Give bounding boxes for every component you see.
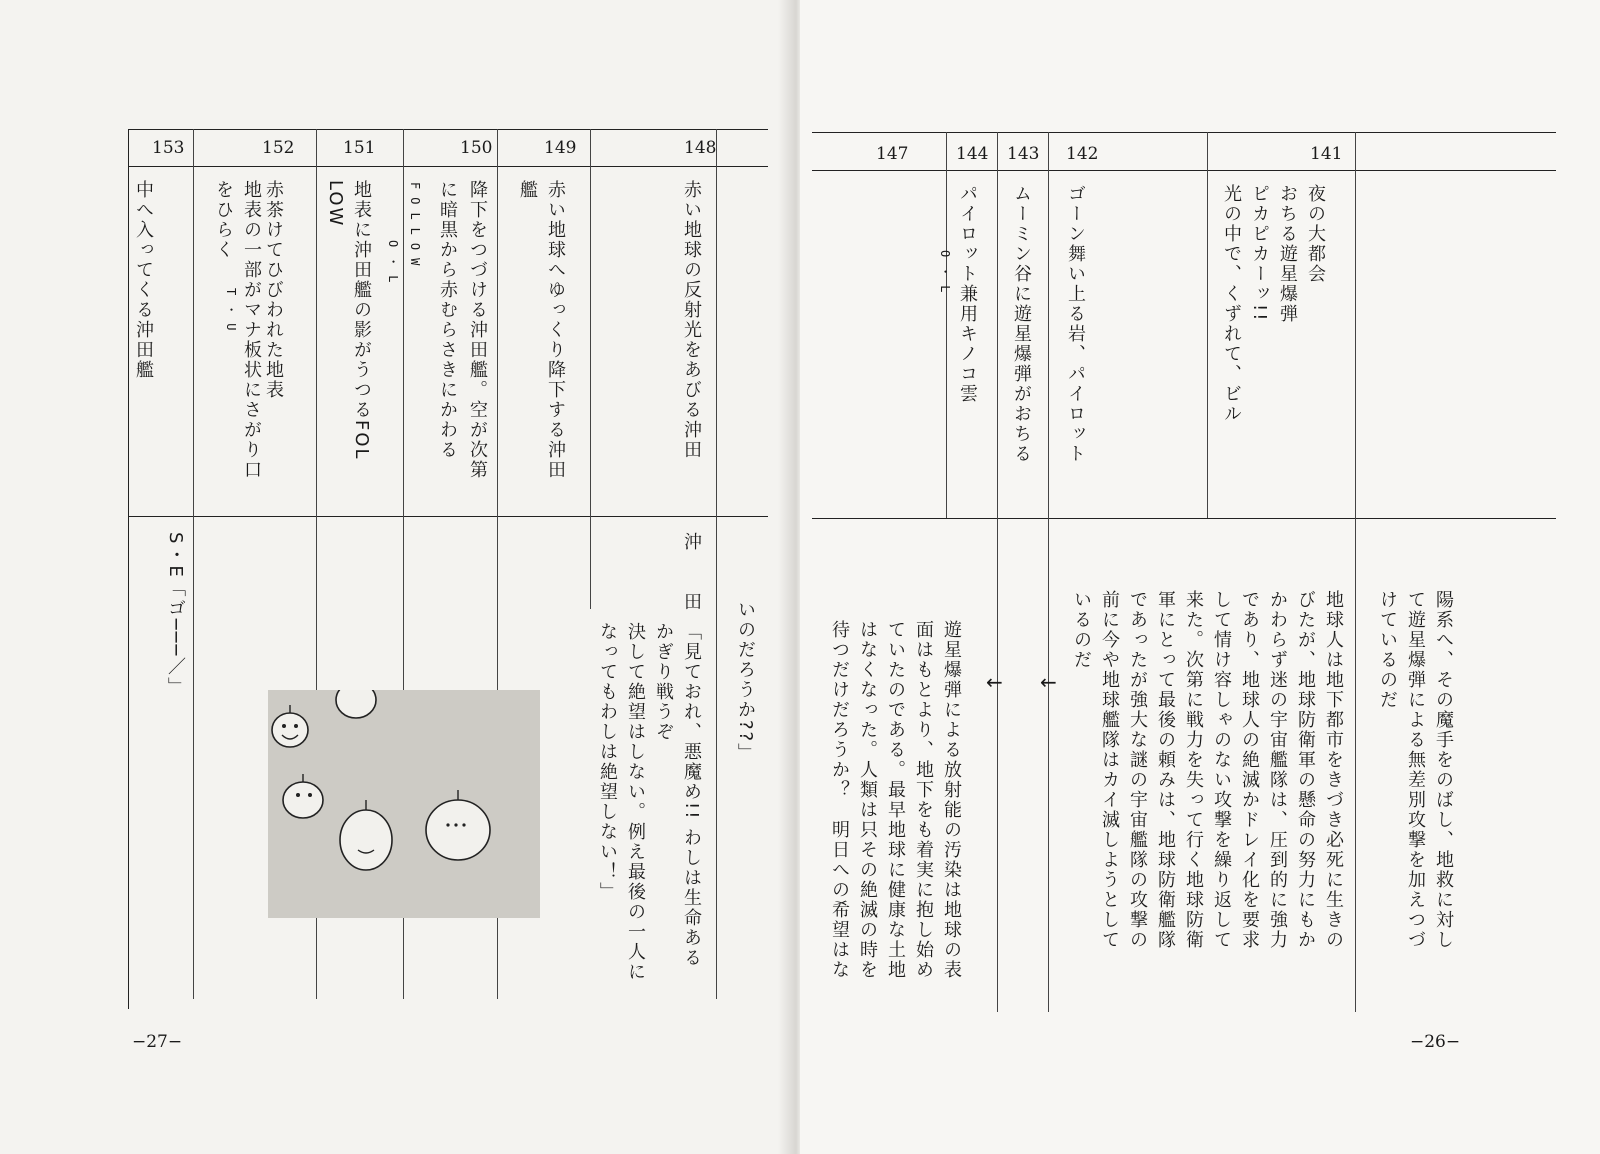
scene-number: 148 (684, 138, 717, 158)
narration-line: 軍にとって最後の頼みは、地球防衛艦隊 (1155, 590, 1176, 950)
scene-148-speaker: 沖 田 (681, 532, 702, 612)
scene-149-line: 艦 (517, 180, 538, 200)
scene-152-line: 地表の一部がマナ板状にさがり口 (241, 180, 262, 480)
scene-number: 150 (460, 138, 493, 158)
page-number: −27− (132, 1032, 183, 1052)
scene-144-note: O・L (938, 250, 952, 301)
column-rule (1207, 132, 1208, 518)
narration-line: びたが、地球防衛軍の懸命の努力にもか (1295, 590, 1316, 950)
scene-152-line: 赤茶けてひびわれた地表 (263, 180, 284, 400)
scene-number: 142 (1066, 144, 1099, 164)
narration-line: して情け容しゃのない攻撃を繰り返して (1211, 590, 1232, 950)
scene-142-picture: ゴーン舞い上る岩、パイロット (1065, 184, 1086, 464)
column-rule (193, 129, 194, 999)
narration-line: かわらず迷の宇宙艦隊は、圧到的に強力 (1267, 590, 1288, 950)
continuation-arrow: ← (986, 670, 1003, 694)
narration-line: 待つだけだろうか？ 明日への希望はな (829, 620, 850, 980)
scene-150-line: に暗黒から赤むらさきにかわる (437, 180, 458, 460)
dialogue-line: 決して絶望はしない。例え最後の一人に (625, 622, 646, 982)
column-rule (1355, 132, 1356, 1012)
scene-141-line: ピカピカーッ!! (1249, 184, 1270, 323)
scene-153-picture: 中へ入ってくる沖田艦 (133, 180, 154, 380)
carryover-line: て遊星爆弾による無差別攻撃を加えつづ (1405, 590, 1426, 950)
scene-number: 144 (956, 144, 989, 164)
narration-line: 前に今や地球艦隊はカイ滅しようとして (1099, 590, 1120, 950)
scene-number: 143 (1007, 144, 1040, 164)
scene-number: 147 (876, 144, 909, 164)
scene-153-sound: S・E「ゴ───／」 (165, 532, 186, 698)
narration-line: 面はもとより、地下をも着実に抱し始め (913, 620, 934, 980)
narration-line: はなくなった。人類は只その絶滅の時を (857, 620, 878, 980)
scene-151-note2: FOLLOW (408, 182, 422, 274)
column-rule (1048, 132, 1049, 1012)
column-rule (946, 132, 947, 518)
illustration-image (268, 690, 540, 918)
scene-141-line: 夜の大都会 (1305, 184, 1326, 284)
scene-144-picture: パイロット兼用キノコ雲 (957, 184, 978, 404)
dialogue-line: 「見ておれ、悪魔め!! わしは生命ある (681, 622, 702, 969)
scene-number: 153 (152, 138, 185, 158)
scene-149-line: 赤い地球へゆっくり降下する沖田 (545, 180, 566, 480)
carryover-text: いのだろうか??」 (735, 600, 756, 764)
scene-number: 149 (544, 138, 577, 158)
left-page (0, 0, 790, 1154)
scene-152-note: T・U (224, 288, 238, 339)
dialogue-line: なってもわしは絶望しない！」 (597, 622, 618, 902)
carryover-line: けているのだ (1377, 590, 1398, 710)
scene-141-line: おちる遊星爆弾 (1277, 184, 1298, 324)
scene-number: 152 (262, 138, 295, 158)
header-rule (128, 166, 768, 167)
header-rule (812, 170, 1556, 171)
narration-line: いるのだ (1071, 590, 1092, 670)
narration-line: 地球人は地下都市をきづき必死に生きの (1323, 590, 1344, 950)
narration-line: であったが強大な謎の宇宙艦隊の攻撃の (1127, 590, 1148, 950)
scene-148-picture: 赤い地球の反射光をあびる沖田 (681, 180, 702, 460)
narration-line: 来た。次第に戦力を失って行く地球防衛 (1183, 590, 1204, 950)
section-rule (812, 518, 1556, 519)
section-rule (128, 516, 768, 517)
narration-line: であり、地球人の絶滅かドレイ化を要求 (1239, 590, 1260, 950)
column-rule (997, 132, 998, 1012)
scene-152-line: をひらく (213, 180, 234, 260)
table-top-rule (128, 129, 768, 130)
narration-line: ていたのである。最早地球に健康な土地 (885, 620, 906, 980)
scene-151-line: 地表に沖田艦の影がうつるFOL (351, 180, 372, 461)
table-top-rule (812, 132, 1556, 133)
scene-number: 141 (1310, 144, 1343, 164)
continuation-arrow: ← (1040, 670, 1057, 694)
scene-151-line: LOW (325, 180, 346, 228)
scene-141-line: 光の中で、くずれて、ビル (1221, 184, 1242, 424)
scene-143-picture: ムーミン谷に遊星爆弾がおちる (1011, 184, 1032, 464)
page-number: −26− (1410, 1032, 1461, 1052)
scene-number: 151 (343, 138, 376, 158)
narration-line: 遊星爆弾による放射能の汚染は地球の表 (941, 620, 962, 980)
column-rule (590, 129, 591, 609)
scene-151-note: O・L (386, 240, 400, 291)
scene-150-line: 降下をつづける沖田艦。空が次第 (467, 180, 488, 480)
column-rule (716, 129, 717, 999)
carryover-line: 陽系へ、その魔手をのばし、地救に対し (1433, 590, 1454, 950)
right-page (800, 0, 1600, 1154)
dialogue-line: かぎり戦うぞ (653, 622, 674, 742)
